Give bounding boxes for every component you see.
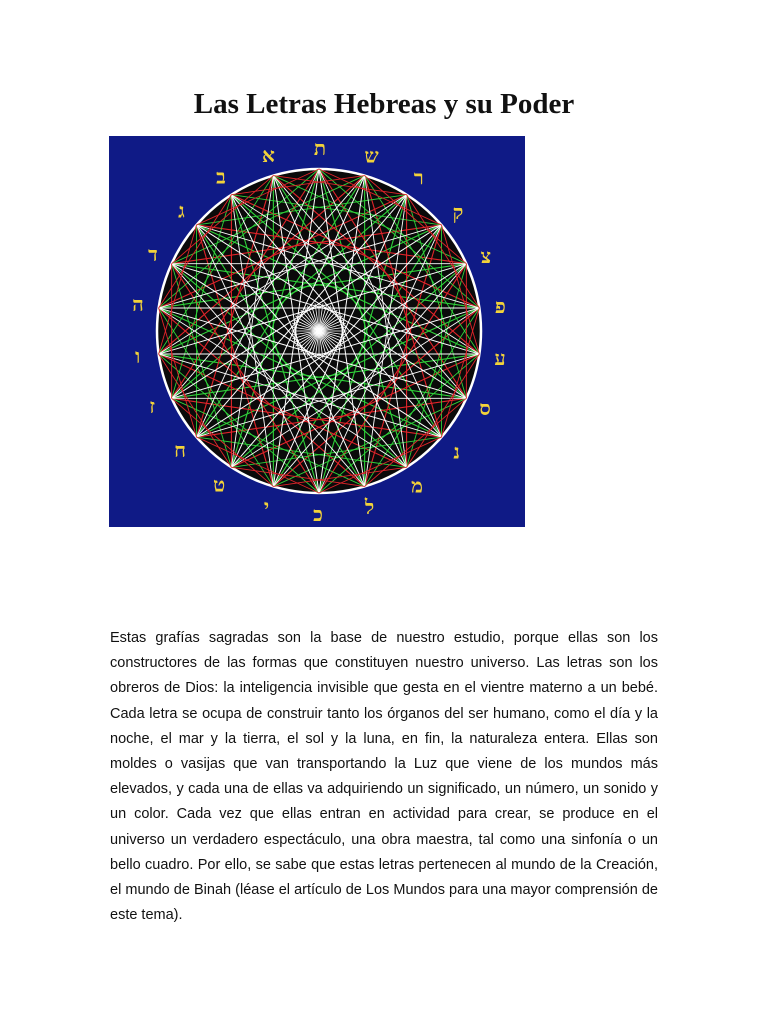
hebrew-letter: ז (149, 394, 155, 419)
hebrew-letter: ט (213, 472, 226, 497)
star-diagram (109, 136, 525, 527)
hebrew-letter: ת (313, 136, 327, 161)
hebrew-letter: ר (413, 165, 424, 190)
hebrew-letter: ק (452, 199, 464, 224)
hebrew-letter: ח (174, 438, 186, 463)
hebrew-letter: ו (135, 344, 141, 369)
hebrew-letter: פ (494, 293, 506, 318)
hebrew-letter: מ (411, 473, 424, 498)
hebrew-letter: כ (313, 501, 323, 526)
hebrew-letter: ב (216, 164, 226, 189)
hebrew-letter: ד (148, 242, 158, 267)
hebrew-letter: נ (453, 439, 460, 464)
hebrew-letter: י (263, 494, 270, 519)
hebrew-letter: ש (364, 143, 379, 168)
body-paragraph: Estas grafías sagradas son la base de nuestro estudio, porque ellas son los constructores de las formas que constituyen nuestro universo. Las letras son los obreros de Dios: la inteligencia invisible que gesta en el vientre materno a un bebé. Cada letra se ocupa de construir tanto los órganos del ser humano, como el día y la noche, el mar y la tierra, el sol y la luna, en fin, la naturaleza entera. Ellas son moldes o vasijas que van transportando la Luz que viene de los mundos más elevados, y cada una de ellas va adquiriendo un significado, un número, un sonido y un color. Cada vez que ellas entran en actividad para crear, se produce en el universo un verdadero espectáculo, una obra maestra, tal como una sinfonía o un bello cuadro. Por ello, se sabe que estas letras pertenecen al mundo de la Creación, el mundo de Binah (léase el artículo de Los Mundos para una mayor comprensión de este tema). (110, 630, 658, 924)
hebrew-letter: ל (364, 494, 375, 519)
hebrew-letter: א (262, 143, 275, 168)
hebrew-letter: ס (479, 395, 491, 420)
page-title: Las Letras Hebreas y su Poder (193, 88, 575, 120)
hebrew-letter: צ (480, 243, 492, 268)
hebrew-letter: ג (178, 198, 185, 223)
hebrew-letter: ה (132, 291, 144, 316)
hebrew-letter: ע (494, 346, 506, 371)
hebrew-letters-star-figure (109, 136, 525, 527)
